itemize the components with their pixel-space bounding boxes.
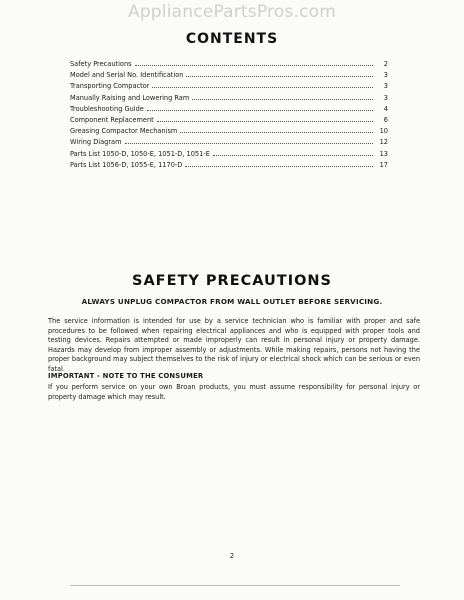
- table-of-contents: [70, 58, 388, 170]
- toc-dot-leader: [152, 80, 373, 88]
- toc-entry: [70, 80, 388, 91]
- toc-dot-leader: [192, 92, 373, 100]
- unplug-warning: ALWAYS UNPLUG COMPACTOR FROM WALL OUTLET BEFORE SERVICING.: [81, 297, 383, 306]
- toc-entry-page: 2: [383, 60, 388, 68]
- toc-entry-label: Wiring Diagram: [70, 138, 122, 147]
- toc-entry-page: 3: [383, 82, 388, 91]
- toc-entry-page: 13: [379, 149, 388, 158]
- toc-dot-leader: [180, 125, 373, 133]
- toc-entry-label: Transporting Compactor: [70, 82, 150, 91]
- toc-entry-page: 4: [383, 104, 388, 113]
- toc-dot-leader: [185, 159, 373, 167]
- toc-entry: [70, 114, 388, 125]
- toc-entry: [70, 92, 388, 103]
- toc-entry-label: Component Replacement: [70, 115, 154, 124]
- toc-entry: [70, 58, 388, 69]
- toc-entry: [70, 148, 388, 159]
- toc-entry-label: Parts List 1056-D, 1055-E, 1170-D: [70, 160, 183, 169]
- page-number: 2: [229, 552, 235, 560]
- watermark: AppliancePartsPros.com: [127, 2, 336, 22]
- safety-precautions-title: SAFETY PRECAUTIONS: [132, 273, 332, 289]
- toc-entry-label: Safety Precautions: [70, 60, 132, 68]
- toc-dot-leader: [157, 114, 373, 122]
- toc-entry-page: 17: [379, 160, 388, 169]
- toc-entry-label: Greasing Compactor Mechanism: [70, 127, 178, 136]
- toc-entry: [70, 136, 388, 147]
- toc-entry-page: 3: [383, 71, 388, 80]
- toc-dot-leader: [125, 136, 373, 144]
- toc-entry: [70, 69, 388, 80]
- toc-entry-label: Manually Raising and Lowering Ram: [70, 93, 190, 102]
- toc-dot-leader: [186, 69, 373, 77]
- toc-entry: [70, 103, 388, 114]
- service-information-paragraph: The service information is intended for use by a service technician who is familiar with proper and safe procedures to be followed when repairing electrical appliances and who is equipped with proper tools and testing devices. Repairs attempted or made improperly can result in personal injury or property damage. Hazards may develop from improper assembly or adjustments. While making repairs, persons not having the proper background may subject themselves to the risk of injury or electrical shock which can be serious or even fatal.: [48, 317, 420, 373]
- toc-entry-label: Parts List 1050-D, 1050-E, 1051-D, 1051-E: [70, 149, 210, 158]
- toc-entry: [70, 125, 388, 136]
- toc-entry-label: Troubleshooting Guide: [70, 104, 144, 113]
- toc-dot-leader: [147, 103, 373, 111]
- toc-entry-page: 10: [379, 127, 388, 136]
- toc-entry-page: 6: [383, 115, 388, 124]
- bottom-divider: [70, 585, 400, 586]
- toc-entry-page: 3: [383, 93, 388, 102]
- contents-title: CONTENTS: [185, 31, 279, 47]
- consumer-note-paragraph: If you perform service on your own Broan products, you must assume responsibility for personal injury or property damage which may result.: [48, 383, 420, 401]
- toc-dot-leader: [135, 58, 373, 66]
- toc-entry-label: Model and Serial No. Identification: [70, 71, 184, 80]
- toc-entry: [70, 159, 388, 170]
- toc-entry-page: 12: [379, 138, 388, 147]
- important-note-heading: IMPORTANT - NOTE TO THE CONSUMER: [48, 372, 204, 380]
- toc-dot-leader: [213, 148, 373, 156]
